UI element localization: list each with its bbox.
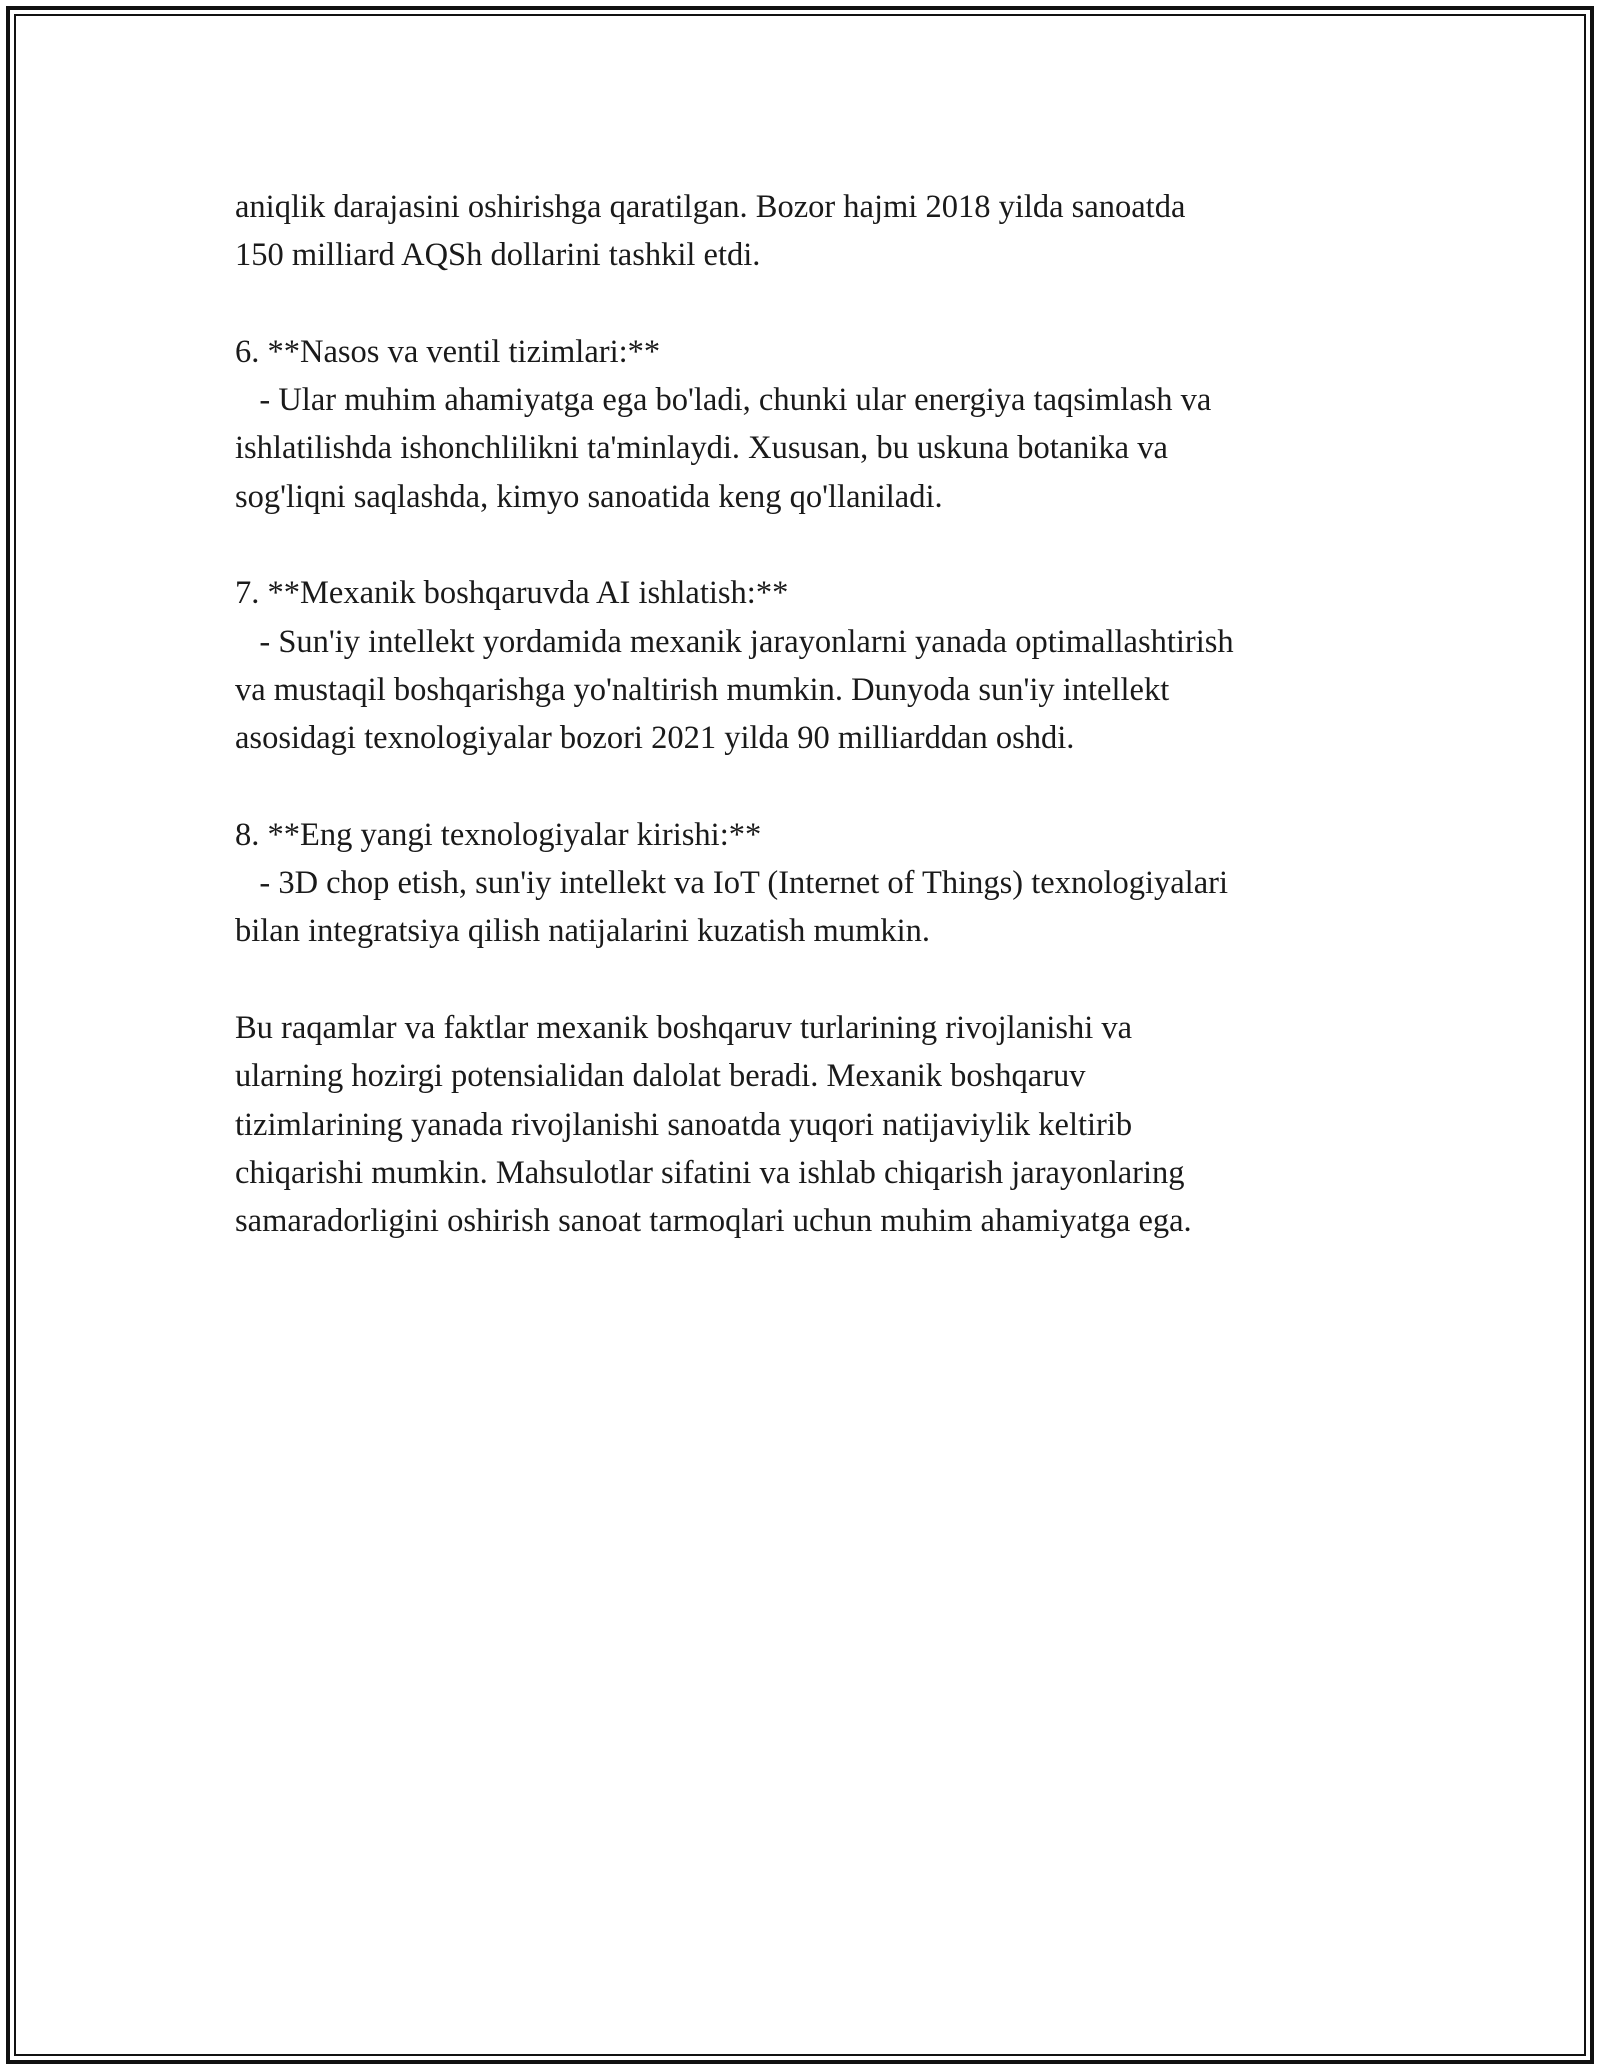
text-line: samaradorligini oshirish sanoat tarmoqlari uchun muhim ahamiyatga ega.: [235, 1203, 1192, 1240]
text-line: chiqarishi mumkin. Mahsulotlar sifatini va ishlab chiqarish jarayonlaring: [235, 1154, 1185, 1191]
text-line: va mustaqil boshqarishga yo'naltirish mumkin. Dunyoda sun'iy intellekt: [235, 671, 1170, 708]
paragraph-spacer: [235, 956, 1385, 1004]
section-heading: 6. **Nasos va ventil tizimlari:**: [235, 333, 661, 370]
text-line: asosidagi texnologiyalar bozori 2021 yilda 90 milliarddan oshdi.: [235, 720, 1075, 757]
text-line: aniqlik darajasini oshirishga qaratilgan. Bozor hajmi 2018 yilda sanoatda: [235, 189, 1186, 225]
conclusion-paragraph: [235, 1004, 1385, 1245]
text-line: tizimlarining yanada rivojlanishi sanoatda yuqori natijaviylik keltirib: [235, 1106, 1133, 1143]
text-line: ularning hozirgi potensialidan dalolat beradi. Mexanik boshqaruv: [235, 1058, 1086, 1095]
document-body: [235, 183, 1385, 1246]
section-6: [235, 328, 1385, 521]
text-line: ishlatilishda ishonchlilikni ta'minlaydi. Xususan, bu uskuna botanika va: [235, 430, 1168, 467]
section-heading: 8. **Eng yangi texnologiyalar kirishi:**: [235, 816, 762, 853]
text-line: 150 milliard AQSh dollarini tashkil etdi.: [235, 237, 761, 274]
paragraph-spacer: [235, 521, 1385, 569]
section-8: [235, 811, 1385, 956]
section-7: [235, 569, 1385, 762]
text-line: - Sun'iy intellekt yordamida mexanik jarayonlarni yanada optimallashtirish: [235, 623, 1234, 660]
text-line: bilan integratsiya qilish natijalarini kuzatish mumkin.: [235, 913, 931, 950]
section-heading: 7. **Mexanik boshqaruvda AI ishlatish:**: [235, 575, 789, 612]
paragraph-spacer: [235, 280, 1385, 328]
intro-paragraph: [235, 183, 1385, 280]
text-line: - 3D chop etish, sun'iy intellekt va IoT (Internet of Things) texnologiyalari: [235, 865, 1228, 902]
paragraph-spacer: [235, 763, 1385, 811]
text-line: Bu raqamlar va faktlar mexanik boshqaruv turlarining rivojlanishi va: [235, 1010, 1133, 1047]
text-line: - Ular muhim ahamiyatga ega bo'ladi, chunki ular energiya taqsimlash va: [235, 382, 1212, 419]
text-line: sog'liqni saqlashda, kimyo sanoatida keng qo'llaniladi.: [235, 478, 943, 515]
